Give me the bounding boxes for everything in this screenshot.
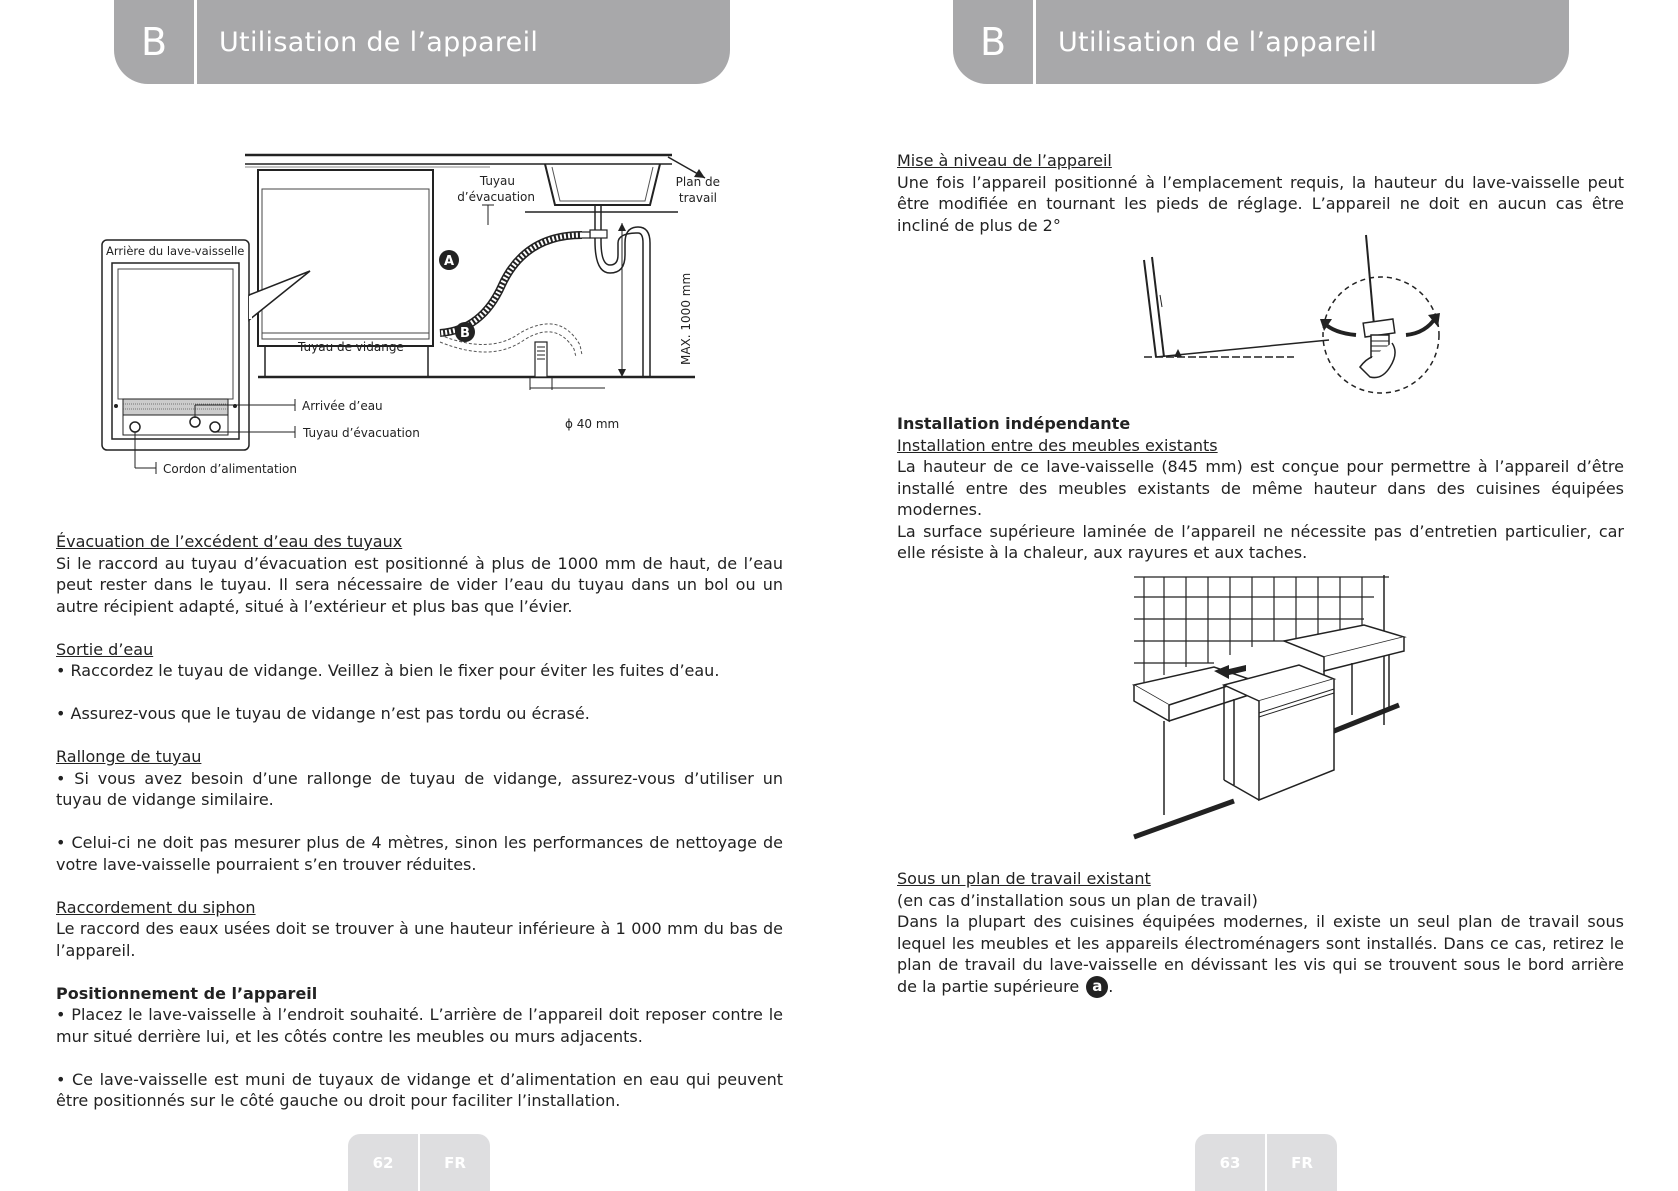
section-letter: B (953, 0, 1036, 84)
label-diameter: ɸ 40 mm (565, 417, 620, 431)
bullet-item: • Raccordez le tuyau de vidange. Veillez à bien le fixer pour éviter les fuites d’eau. (56, 661, 720, 680)
marker-b: B (460, 326, 470, 341)
section-title: Rallonge de tuyau (56, 747, 202, 766)
section-title: Mise à niveau de l’appareil (897, 151, 1112, 170)
drain-installation-diagram (90, 145, 720, 515)
kitchen-installation-diagram (1134, 575, 1404, 837)
paragraph: Une fois l’appareil positionné à l’emplacement requis, la hauteur du lave-vaisselle peut être modifiée en tournant les pieds de réglage. L’appareil ne doit en aucun cas être incliné de plus de 2° (897, 172, 1624, 235)
section-title: Raccordement du siphon (56, 897, 256, 917)
language-code: FR (444, 1153, 466, 1172)
right-footer (1195, 1134, 1337, 1191)
bullet-item: • Ce lave-vaisselle est muni de tuyaux de vidange et d’alimentation en eau qui peuvent être positionnés sur le côté gauche ou droit pour faciliter l’installation. (56, 1069, 783, 1110)
left-header (114, 0, 730, 84)
page-number: 62 (348, 1134, 420, 1191)
label-back: Arrière du lave-vaisselle (106, 244, 245, 258)
section-letter: B (114, 0, 197, 84)
bullet-item: • Assurez-vous que le tuyau de vidange n’est pas tordu ou écrasé. (56, 704, 590, 723)
label-cordon: Cordon d’alimentation (163, 462, 297, 476)
language-code: FR (1291, 1153, 1313, 1172)
paragraph-text: Dans la plupart des cuisines équipées modernes, il existe un seul plan de travail sous lequel les meubles et les appareils électroménagers sont installés. Dans ce cas, retirez le plan de travail du lave-vaisselle en dévissant les vis qui se trouvent sous le bord arrière de la partie supérieure (897, 912, 1624, 996)
label-worktop-2: travail (678, 191, 717, 205)
right-page (839, 0, 1678, 1191)
page-number: 63 (1195, 1134, 1267, 1191)
left-footer (348, 1134, 490, 1191)
page-title: Utilisation de l’appareil (1058, 26, 1378, 58)
paragraph (897, 911, 1624, 998)
section-title: Sortie d’eau (56, 639, 154, 659)
right-body-bottom (897, 868, 1624, 998)
rotate-right-arrow-icon (1406, 317, 1436, 335)
paragraph-sub: (en cas d’installation sous un plan de travail) (897, 890, 1258, 910)
bullet-item: • Si vous avez besoin d’une rallonge de tuyau de vidange, assurez-vous d’utiliser un tuyau de vidange similaire. (56, 768, 783, 809)
leveling-feet-diagram (1134, 235, 1454, 395)
paragraph: La hauteur de ce lave-vaisselle (845 mm) est conçue pour permettre à l’appareil d’être installé entre des meubles existants de même hauteur dans des cuisines équipées modernes. (897, 457, 1624, 519)
section-heading: Positionnement de l’appareil (56, 983, 318, 1003)
bullet-item: • Placez le lave-vaisselle à l’endroit souhaité. L’arrière de l’appareil doit reposer contre le mur situé derrière lui, et les côtés contre les meubles ou murs adjacents. (56, 1005, 783, 1046)
label-arrivee-eau: Arrivée d’eau (302, 399, 383, 413)
marker-a-badge: a (1086, 976, 1108, 998)
label-tuyau-evacuation: Tuyau d’évacuation (303, 426, 420, 440)
section-title: Sous un plan de travail existant (897, 869, 1151, 888)
paragraph: Le raccord des eaux usées doit se trouver à une hauteur inférieure à 1 000 mm du bas de l’appareil. (56, 919, 783, 960)
bullet-item: • Celui-ci ne doit pas mesurer plus de 4 mètres, sinon les performances de nettoyage de votre lave-vaisselle pourraient s’en trouver réduites. (56, 833, 783, 874)
page-title: Utilisation de l’appareil (219, 26, 539, 58)
section-heading: Installation indépendante (897, 414, 1131, 433)
label-drain-hose-1: Tuyau (479, 174, 515, 188)
left-body-text (56, 531, 783, 1112)
rotate-left-arrow-icon (1324, 323, 1356, 335)
label-tuyau-vidange: Tuyau de vidange (298, 340, 404, 354)
section-title: Évacuation de l’excédent d’eau des tuyaux (56, 532, 403, 551)
paragraph-end: . (1108, 976, 1114, 996)
right-body-middle (897, 413, 1624, 564)
right-header (953, 0, 1569, 84)
paragraph: La surface supérieure laminée de l’appareil ne nécessite pas d’entretien particulier, car elle résiste à la chaleur, aux rayures et aux taches. (897, 521, 1624, 562)
label-max-height: MAX. 1000 mm (679, 272, 693, 365)
paragraph: Si le raccord au tuyau d’évacuation est positionné à plus de 1000 mm de haut, de l’eau peut rester dans le tuyau. Il sera nécessaire de vider l’eau du tuyau dans un bol ou un autre récipient adapté, situé à l’extérieur et plus bas que l’évier. (56, 553, 783, 616)
right-body-top (897, 150, 1624, 236)
label-drain-hose-2: d’évacuation (457, 190, 535, 204)
marker-a: A (443, 254, 455, 269)
section-title: Installation entre des meubles existants (897, 435, 1218, 455)
label-worktop-1: Plan de (675, 175, 720, 189)
